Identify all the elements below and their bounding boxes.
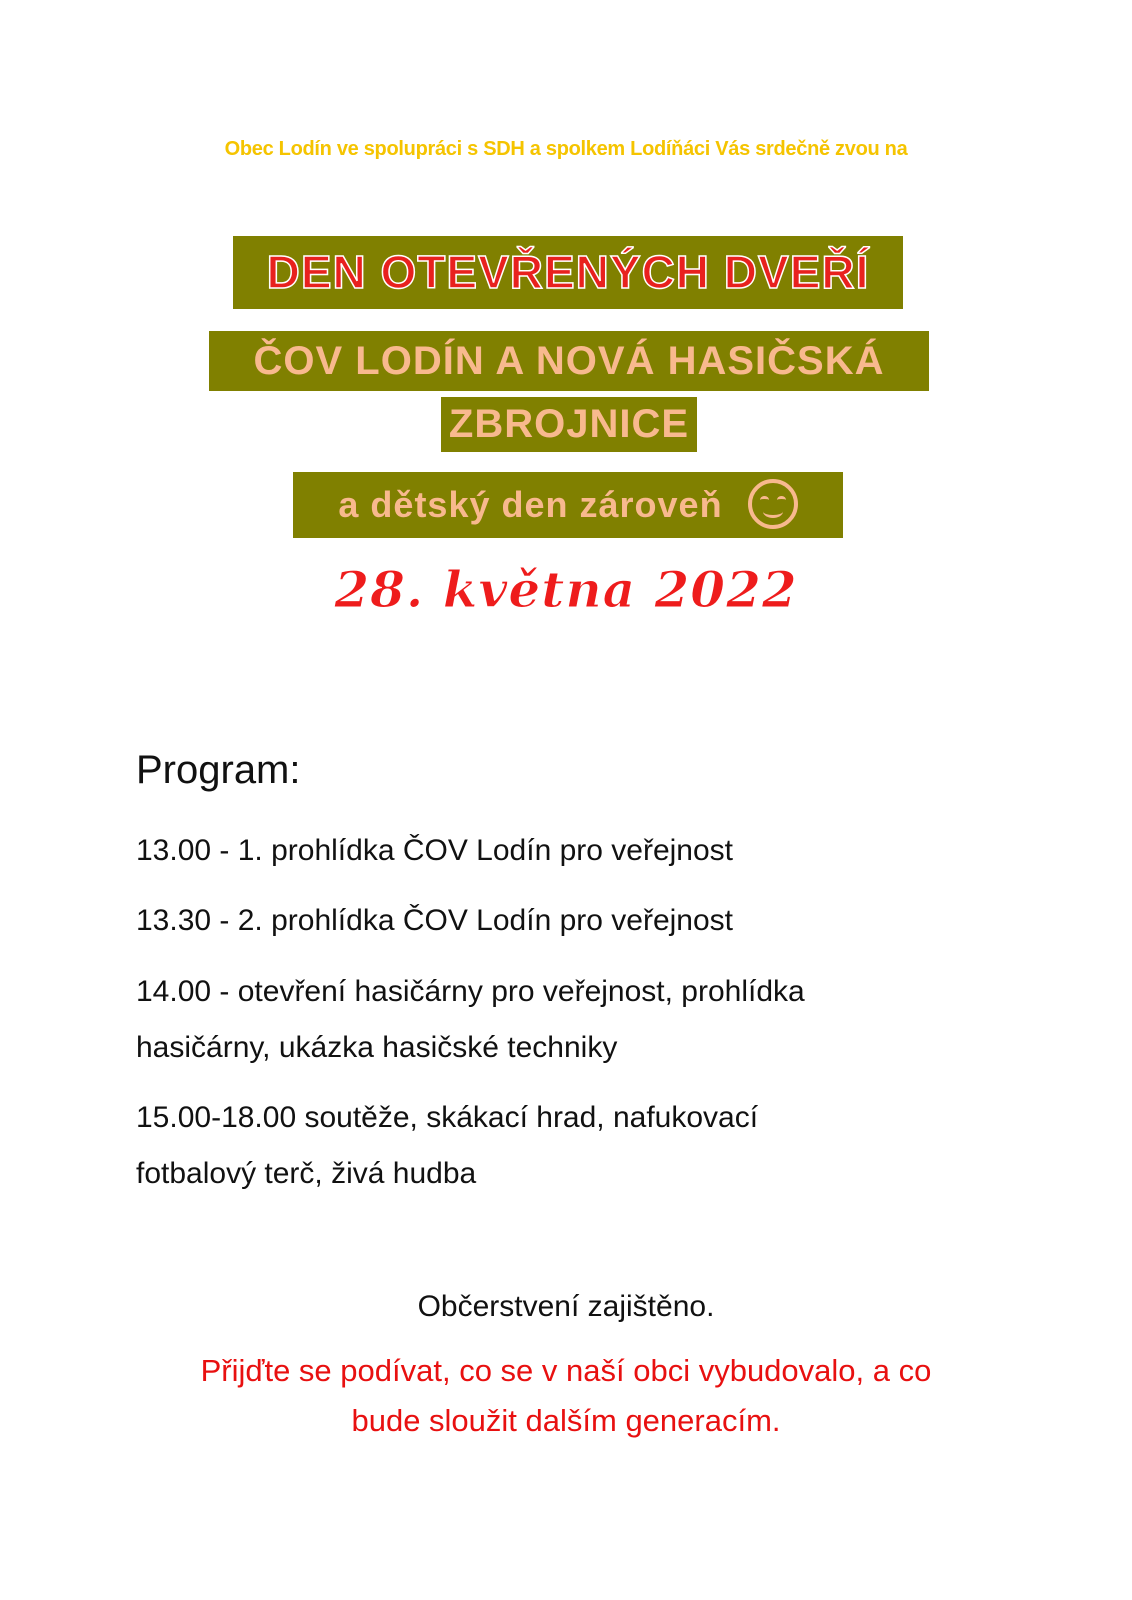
title-childrens-day [293, 472, 843, 538]
program-item: 13.30 - 2. prohlídka ČOV Lodín pro veřejnost [136, 904, 734, 937]
smiley-icon [748, 479, 798, 529]
title-cov-lodin: ČOV LODÍN A NOVÁ HASIČSKÁ [209, 331, 929, 391]
intro-text: Obec Lodín ve spolupráci s SDH a spolkem Lodíňáci Vás srdečně zvou na [224, 138, 908, 160]
invitation-text: Přijďte se podívat, co se v naší obci vybudovalo, a co bude sloužit dalším generacím. [200, 1353, 932, 1438]
program-item: 13.00 - 1. prohlídka ČOV Lodín pro veřejnost [136, 834, 734, 867]
refreshments-note: Občerstvení zajištěno. [417, 1290, 715, 1323]
title-zbrojnice: ZBROJNICE [441, 397, 697, 452]
title-childrens-day-text: a dětský den zároveň [338, 484, 723, 525]
program-item: 15.00-18.00 soutěže, skákací hrad, nafukovací fotbalový terč, živá hudba [136, 1101, 759, 1190]
program-item: 14.00 - otevření hasičárny pro veřejnost, prohlídka hasičárny, ukázka hasičské techniky [136, 975, 805, 1064]
title-open-day: DEN OTEVŘENÝCH DVEŘÍ [233, 236, 903, 309]
event-date: 28. května 2022 [334, 560, 798, 619]
program-heading: Program: [136, 748, 301, 792]
